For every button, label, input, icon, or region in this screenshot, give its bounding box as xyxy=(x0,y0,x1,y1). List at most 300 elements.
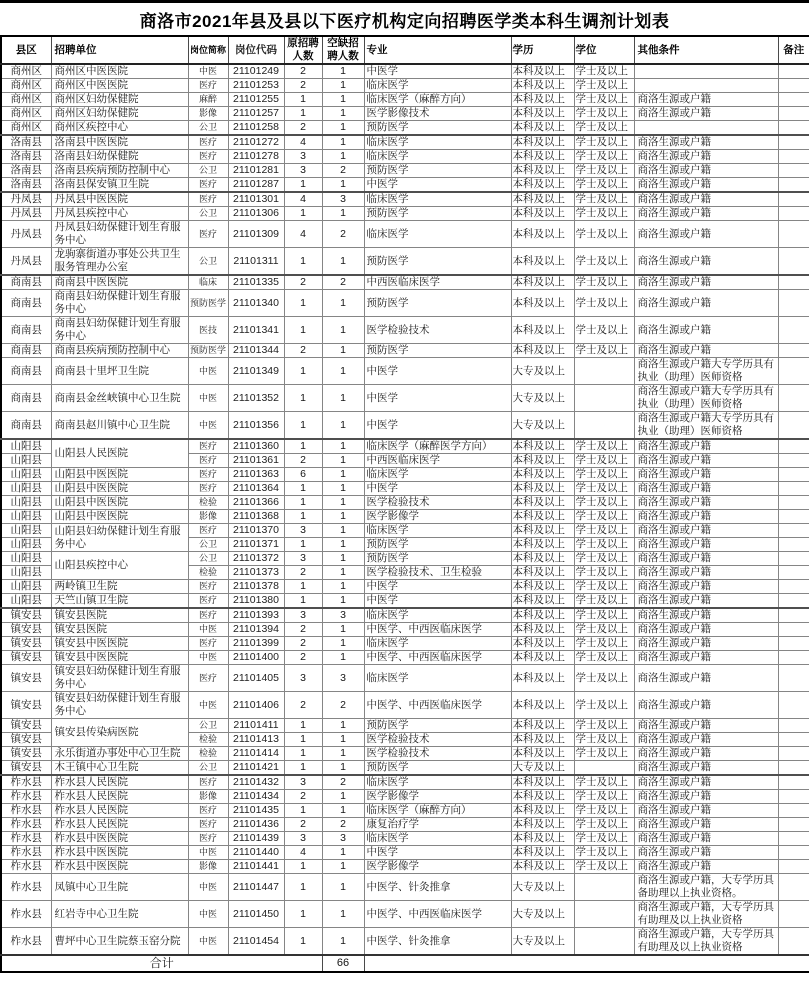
cell-code: 21101311 xyxy=(228,248,284,276)
cell-note xyxy=(778,107,809,121)
cell-code: 21101257 xyxy=(228,107,284,121)
cell-orig: 1 xyxy=(284,178,322,193)
cell-county: 商南县 xyxy=(1,358,51,385)
cell-degree: 学士及以上 xyxy=(574,107,634,121)
cell-note xyxy=(778,665,809,692)
table-row xyxy=(1,608,809,623)
cell-major: 预防医学 xyxy=(364,719,511,733)
cell-note xyxy=(778,496,809,510)
cell-major: 医学检验技术 xyxy=(364,747,511,761)
cell-unit: 山阳县疾控中心 xyxy=(51,552,188,580)
cell-edu: 本科及以上 xyxy=(511,482,574,496)
table-row xyxy=(1,747,809,761)
cell-other: 商洛生源或户籍大专学历具有执业（助理）医师资格 xyxy=(634,412,778,440)
cell-county: 柞水县 xyxy=(1,790,51,804)
cell-post: 麻醉 xyxy=(188,93,228,107)
cell-unit: 商州区妇幼保健院 xyxy=(51,93,188,107)
total-vacant-count: 66 xyxy=(322,955,364,972)
cell-other: 商洛生源或户籍 xyxy=(634,93,778,107)
cell-note xyxy=(778,207,809,221)
cell-other: 商洛生源或户籍 xyxy=(634,510,778,524)
cell-note xyxy=(778,623,809,637)
table-row xyxy=(1,510,809,524)
cell-unit: 洛南县中医医院 xyxy=(51,135,188,150)
cell-other: 商洛生源或户籍大专学历具有执业（助理）医师资格 xyxy=(634,385,778,412)
cell-vacant: 1 xyxy=(322,79,364,93)
cell-orig: 1 xyxy=(284,358,322,385)
cell-degree: 学士及以上 xyxy=(574,832,634,846)
column-header-post: 岗位简称 xyxy=(188,36,228,64)
cell-degree: 学士及以上 xyxy=(574,651,634,665)
cell-county: 山阳县 xyxy=(1,552,51,566)
cell-degree: 学士及以上 xyxy=(574,719,634,733)
cell-note xyxy=(778,580,809,594)
cell-code: 21101435 xyxy=(228,804,284,818)
cell-degree: 学士及以上 xyxy=(574,775,634,790)
cell-orig: 1 xyxy=(284,761,322,776)
cell-post: 影像 xyxy=(188,107,228,121)
recruitment-table xyxy=(0,35,809,973)
cell-orig: 3 xyxy=(284,832,322,846)
cell-county: 山阳县 xyxy=(1,439,51,454)
cell-code: 21101432 xyxy=(228,775,284,790)
cell-code: 21101360 xyxy=(228,439,284,454)
cell-note xyxy=(778,221,809,248)
cell-major: 临床医学（麻醉方向） xyxy=(364,804,511,818)
cell-orig: 1 xyxy=(284,439,322,454)
cell-vacant: 1 xyxy=(322,412,364,440)
cell-other: 商洛生源或户籍 xyxy=(634,623,778,637)
cell-code: 21101335 xyxy=(228,275,284,290)
cell-major: 医学影像学 xyxy=(364,790,511,804)
cell-unit: 商南县赵川镇中心卫生院 xyxy=(51,412,188,440)
table-row xyxy=(1,207,809,221)
cell-vacant: 2 xyxy=(322,221,364,248)
cell-county: 洛南县 xyxy=(1,135,51,150)
cell-major: 医学检验技术 xyxy=(364,317,511,344)
cell-orig: 6 xyxy=(284,468,322,482)
table-body xyxy=(1,64,809,955)
cell-edu: 本科及以上 xyxy=(511,594,574,609)
column-header-vacant: 空缺招聘人数 xyxy=(322,36,364,64)
cell-county: 柞水县 xyxy=(1,832,51,846)
column-header-other: 其他条件 xyxy=(634,36,778,64)
table-row xyxy=(1,248,809,276)
cell-vacant: 1 xyxy=(322,580,364,594)
cell-other: 商洛生源或户籍 xyxy=(634,454,778,468)
cell-post: 中医 xyxy=(188,623,228,637)
cell-county: 丹凤县 xyxy=(1,207,51,221)
cell-orig: 3 xyxy=(284,775,322,790)
cell-code: 21101399 xyxy=(228,637,284,651)
cell-major: 中医学 xyxy=(364,594,511,609)
cell-vacant: 1 xyxy=(322,385,364,412)
cell-note xyxy=(778,248,809,276)
cell-post: 检验 xyxy=(188,733,228,747)
cell-note xyxy=(778,412,809,440)
table-row xyxy=(1,874,809,901)
cell-code: 21101278 xyxy=(228,150,284,164)
cell-unit: 永乐街道办事处中心卫生院 xyxy=(51,747,188,761)
cell-edu: 本科及以上 xyxy=(511,818,574,832)
cell-post: 医疗 xyxy=(188,665,228,692)
cell-orig: 3 xyxy=(284,608,322,623)
cell-other: 商洛生源或户籍 xyxy=(634,804,778,818)
cell-edu: 本科及以上 xyxy=(511,121,574,136)
cell-note xyxy=(778,594,809,609)
cell-code: 21101258 xyxy=(228,121,284,136)
cell-note xyxy=(778,275,809,290)
cell-county: 商南县 xyxy=(1,344,51,358)
cell-orig: 3 xyxy=(284,552,322,566)
cell-note xyxy=(778,121,809,136)
cell-edu: 本科及以上 xyxy=(511,439,574,454)
table-row xyxy=(1,439,809,454)
cell-unit: 柞水县人民医院 xyxy=(51,775,188,790)
cell-unit: 镇安县妇幼保健计划生育服务中心 xyxy=(51,692,188,719)
table-row xyxy=(1,496,809,510)
cell-degree: 学士及以上 xyxy=(574,623,634,637)
cell-major: 中医学 xyxy=(364,580,511,594)
cell-county: 洛南县 xyxy=(1,150,51,164)
cell-note xyxy=(778,178,809,193)
cell-major: 中医学 xyxy=(364,358,511,385)
total-row xyxy=(1,955,809,972)
cell-major: 临床医学（麻醉医学方向） xyxy=(364,439,511,454)
cell-orig: 1 xyxy=(284,248,322,276)
cell-other: 商洛生源或户籍 xyxy=(634,207,778,221)
cell-edu: 本科及以上 xyxy=(511,608,574,623)
cell-edu: 大专及以上 xyxy=(511,761,574,776)
cell-edu: 本科及以上 xyxy=(511,344,574,358)
cell-degree: 学士及以上 xyxy=(574,275,634,290)
cell-post: 预防医学 xyxy=(188,290,228,317)
cell-unit: 柞水县中医医院 xyxy=(51,846,188,860)
table-row xyxy=(1,692,809,719)
cell-other: 商洛生源或户籍，大专学历具备助理以上执业资格。 xyxy=(634,874,778,901)
cell-note xyxy=(778,818,809,832)
cell-major: 临床医学 xyxy=(364,637,511,651)
cell-other: 商洛生源或户籍，大专学历具有助理及以上执业资格 xyxy=(634,901,778,928)
cell-degree xyxy=(574,358,634,385)
cell-major: 预防医学 xyxy=(364,761,511,776)
cell-edu: 本科及以上 xyxy=(511,846,574,860)
cell-degree: 学士及以上 xyxy=(574,733,634,747)
table-footer xyxy=(1,955,809,972)
cell-unit: 柞水县人民医院 xyxy=(51,790,188,804)
cell-note xyxy=(778,468,809,482)
cell-major: 医学影像技术 xyxy=(364,107,511,121)
cell-major: 预防医学 xyxy=(364,290,511,317)
cell-vacant: 2 xyxy=(322,275,364,290)
table-row xyxy=(1,178,809,193)
cell-other: 商洛生源或户籍 xyxy=(634,846,778,860)
cell-other: 商洛生源或户籍 xyxy=(634,150,778,164)
cell-degree: 学士及以上 xyxy=(574,207,634,221)
table-row xyxy=(1,468,809,482)
cell-other: 商洛生源或户籍 xyxy=(634,719,778,733)
cell-note xyxy=(778,928,809,956)
cell-major: 临床医学 xyxy=(364,192,511,207)
cell-code: 21101306 xyxy=(228,207,284,221)
cell-post: 医疗 xyxy=(188,221,228,248)
cell-other: 商洛生源或户籍 xyxy=(634,524,778,538)
table-row xyxy=(1,804,809,818)
cell-major: 医学影像学 xyxy=(364,510,511,524)
cell-degree: 学士及以上 xyxy=(574,594,634,609)
cell-vacant: 1 xyxy=(322,901,364,928)
cell-degree: 学士及以上 xyxy=(574,317,634,344)
cell-vacant: 1 xyxy=(322,178,364,193)
cell-degree: 学士及以上 xyxy=(574,637,634,651)
cell-vacant: 1 xyxy=(322,552,364,566)
cell-note xyxy=(778,692,809,719)
cell-county: 商南县 xyxy=(1,385,51,412)
cell-edu: 本科及以上 xyxy=(511,135,574,150)
cell-code: 21101394 xyxy=(228,623,284,637)
cell-county: 山阳县 xyxy=(1,482,51,496)
cell-edu: 本科及以上 xyxy=(511,665,574,692)
cell-degree xyxy=(574,412,634,440)
cell-edu: 本科及以上 xyxy=(511,623,574,637)
cell-vacant: 1 xyxy=(322,207,364,221)
cell-post: 检验 xyxy=(188,566,228,580)
cell-vacant: 2 xyxy=(322,775,364,790)
cell-post: 公卫 xyxy=(188,248,228,276)
cell-county: 商州区 xyxy=(1,121,51,136)
cell-major: 医学影像学 xyxy=(364,860,511,874)
cell-post: 公卫 xyxy=(188,121,228,136)
cell-note xyxy=(778,64,809,79)
header-row xyxy=(1,36,809,64)
cell-degree: 学士及以上 xyxy=(574,439,634,454)
cell-unit: 山阳县中医医院 xyxy=(51,468,188,482)
cell-post: 医疗 xyxy=(188,818,228,832)
cell-county: 山阳县 xyxy=(1,468,51,482)
cell-vacant: 1 xyxy=(322,317,364,344)
cell-post: 中医 xyxy=(188,358,228,385)
cell-unit: 山阳县中医医院 xyxy=(51,482,188,496)
cell-other: 商洛生源或户籍 xyxy=(634,775,778,790)
cell-edu: 本科及以上 xyxy=(511,275,574,290)
cell-post: 医疗 xyxy=(188,192,228,207)
cell-county: 柞水县 xyxy=(1,928,51,956)
cell-county: 洛南县 xyxy=(1,178,51,193)
table-row xyxy=(1,150,809,164)
cell-vacant: 1 xyxy=(322,468,364,482)
cell-county: 商州区 xyxy=(1,79,51,93)
table-row xyxy=(1,901,809,928)
table-row xyxy=(1,623,809,637)
cell-other xyxy=(634,64,778,79)
cell-orig: 2 xyxy=(284,790,322,804)
cell-orig: 1 xyxy=(284,496,322,510)
table-row xyxy=(1,135,809,150)
cell-vacant: 1 xyxy=(322,747,364,761)
cell-post: 医疗 xyxy=(188,482,228,496)
cell-code: 21101281 xyxy=(228,164,284,178)
cell-degree: 学士及以上 xyxy=(574,454,634,468)
cell-vacant: 1 xyxy=(322,637,364,651)
table-row xyxy=(1,317,809,344)
table-row xyxy=(1,860,809,874)
cell-major: 康复治疗学 xyxy=(364,818,511,832)
cell-code: 21101400 xyxy=(228,651,284,665)
cell-edu: 本科及以上 xyxy=(511,692,574,719)
cell-edu: 本科及以上 xyxy=(511,107,574,121)
cell-post: 影像 xyxy=(188,790,228,804)
cell-other: 商洛生源或户籍 xyxy=(634,248,778,276)
cell-orig: 2 xyxy=(284,566,322,580)
cell-degree: 学士及以上 xyxy=(574,538,634,552)
cell-note xyxy=(778,290,809,317)
cell-county: 柞水县 xyxy=(1,901,51,928)
cell-other: 商洛生源或户籍 xyxy=(634,747,778,761)
cell-edu: 本科及以上 xyxy=(511,552,574,566)
cell-orig: 1 xyxy=(284,317,322,344)
cell-post: 检验 xyxy=(188,496,228,510)
total-empty-cell xyxy=(364,955,809,972)
cell-post: 公卫 xyxy=(188,719,228,733)
cell-county: 洛南县 xyxy=(1,164,51,178)
cell-vacant: 1 xyxy=(322,454,364,468)
cell-vacant: 1 xyxy=(322,538,364,552)
cell-vacant: 1 xyxy=(322,510,364,524)
cell-unit: 曹坪中心卫生院蔡玉窑分院 xyxy=(51,928,188,956)
cell-major: 医学检验技术 xyxy=(364,496,511,510)
cell-major: 预防医学 xyxy=(364,164,511,178)
cell-edu: 本科及以上 xyxy=(511,248,574,276)
cell-unit: 商南县疾病预防控制中心 xyxy=(51,344,188,358)
cell-edu: 本科及以上 xyxy=(511,832,574,846)
cell-county: 镇安县 xyxy=(1,692,51,719)
cell-code: 21101287 xyxy=(228,178,284,193)
table-row xyxy=(1,121,809,136)
cell-code: 21101366 xyxy=(228,496,284,510)
cell-code: 21101368 xyxy=(228,510,284,524)
cell-unit: 柞水县中医医院 xyxy=(51,860,188,874)
cell-unit: 木王镇中心卫生院 xyxy=(51,761,188,776)
cell-county: 山阳县 xyxy=(1,524,51,538)
cell-post: 公卫 xyxy=(188,538,228,552)
cell-code: 21101405 xyxy=(228,665,284,692)
cell-note xyxy=(778,510,809,524)
cell-post: 医疗 xyxy=(188,637,228,651)
table-row xyxy=(1,832,809,846)
cell-county: 丹凤县 xyxy=(1,221,51,248)
cell-vacant: 1 xyxy=(322,719,364,733)
cell-note xyxy=(778,804,809,818)
table-row xyxy=(1,552,809,566)
cell-edu: 大专及以上 xyxy=(511,412,574,440)
table-row xyxy=(1,790,809,804)
cell-unit: 商州区疾控中心 xyxy=(51,121,188,136)
cell-degree: 学士及以上 xyxy=(574,290,634,317)
cell-other: 商洛生源或户籍 xyxy=(634,594,778,609)
cell-vacant: 1 xyxy=(322,733,364,747)
cell-post: 医技 xyxy=(188,317,228,344)
cell-county: 商州区 xyxy=(1,64,51,79)
cell-unit: 商南县十里坪卫生院 xyxy=(51,358,188,385)
cell-county: 镇安县 xyxy=(1,623,51,637)
cell-unit: 两岭镇卫生院 xyxy=(51,580,188,594)
cell-other: 商洛生源或户籍 xyxy=(634,761,778,776)
cell-county: 柞水县 xyxy=(1,775,51,790)
cell-code: 21101393 xyxy=(228,608,284,623)
column-header-note: 备注 xyxy=(778,36,809,64)
cell-note xyxy=(778,566,809,580)
cell-unit: 商州区中医医院 xyxy=(51,64,188,79)
cell-unit: 镇安县医院 xyxy=(51,623,188,637)
cell-county: 镇安县 xyxy=(1,665,51,692)
cell-post: 检验 xyxy=(188,747,228,761)
cell-major: 临床医学 xyxy=(364,524,511,538)
cell-degree: 学士及以上 xyxy=(574,580,634,594)
cell-note xyxy=(778,901,809,928)
cell-code: 21101349 xyxy=(228,358,284,385)
cell-vacant: 2 xyxy=(322,692,364,719)
cell-degree: 学士及以上 xyxy=(574,79,634,93)
column-header-orig: 原招聘人数 xyxy=(284,36,322,64)
cell-orig: 2 xyxy=(284,637,322,651)
cell-orig: 1 xyxy=(284,928,322,956)
cell-other: 商洛生源或户籍 xyxy=(634,178,778,193)
cell-edu: 本科及以上 xyxy=(511,775,574,790)
cell-edu: 本科及以上 xyxy=(511,79,574,93)
cell-edu: 大专及以上 xyxy=(511,385,574,412)
cell-code: 21101373 xyxy=(228,566,284,580)
cell-degree: 学士及以上 xyxy=(574,846,634,860)
cell-note xyxy=(778,454,809,468)
cell-post: 影像 xyxy=(188,510,228,524)
cell-unit: 凤镇中心卫生院 xyxy=(51,874,188,901)
cell-degree: 学士及以上 xyxy=(574,790,634,804)
cell-orig: 2 xyxy=(284,344,322,358)
cell-code: 21101301 xyxy=(228,192,284,207)
cell-orig: 1 xyxy=(284,107,322,121)
cell-orig: 1 xyxy=(284,93,322,107)
cell-vacant: 1 xyxy=(322,344,364,358)
cell-major: 临床医学 xyxy=(364,608,511,623)
cell-major: 临床医学 xyxy=(364,79,511,93)
column-header-degree: 学位 xyxy=(574,36,634,64)
cell-degree: 学士及以上 xyxy=(574,566,634,580)
cell-note xyxy=(778,608,809,623)
cell-edu: 本科及以上 xyxy=(511,93,574,107)
cell-vacant: 1 xyxy=(322,846,364,860)
cell-major: 临床医学 xyxy=(364,832,511,846)
cell-code: 21101309 xyxy=(228,221,284,248)
cell-vacant: 1 xyxy=(322,623,364,637)
cell-edu: 本科及以上 xyxy=(511,164,574,178)
cell-unit: 商南县妇幼保健计划生育服务中心 xyxy=(51,290,188,317)
column-header-edu: 学历 xyxy=(511,36,574,64)
cell-orig: 2 xyxy=(284,651,322,665)
cell-edu: 本科及以上 xyxy=(511,566,574,580)
cell-post: 医疗 xyxy=(188,150,228,164)
cell-unit: 山阳县人民医院 xyxy=(51,439,188,468)
cell-edu: 本科及以上 xyxy=(511,207,574,221)
table-row xyxy=(1,412,809,440)
cell-code: 21101372 xyxy=(228,552,284,566)
cell-code: 21101414 xyxy=(228,747,284,761)
cell-other: 商洛生源或户籍 xyxy=(634,608,778,623)
cell-orig: 1 xyxy=(284,290,322,317)
cell-edu: 本科及以上 xyxy=(511,150,574,164)
cell-major: 中医学、中西医临床医学 xyxy=(364,623,511,637)
cell-degree: 学士及以上 xyxy=(574,135,634,150)
cell-post: 医疗 xyxy=(188,178,228,193)
